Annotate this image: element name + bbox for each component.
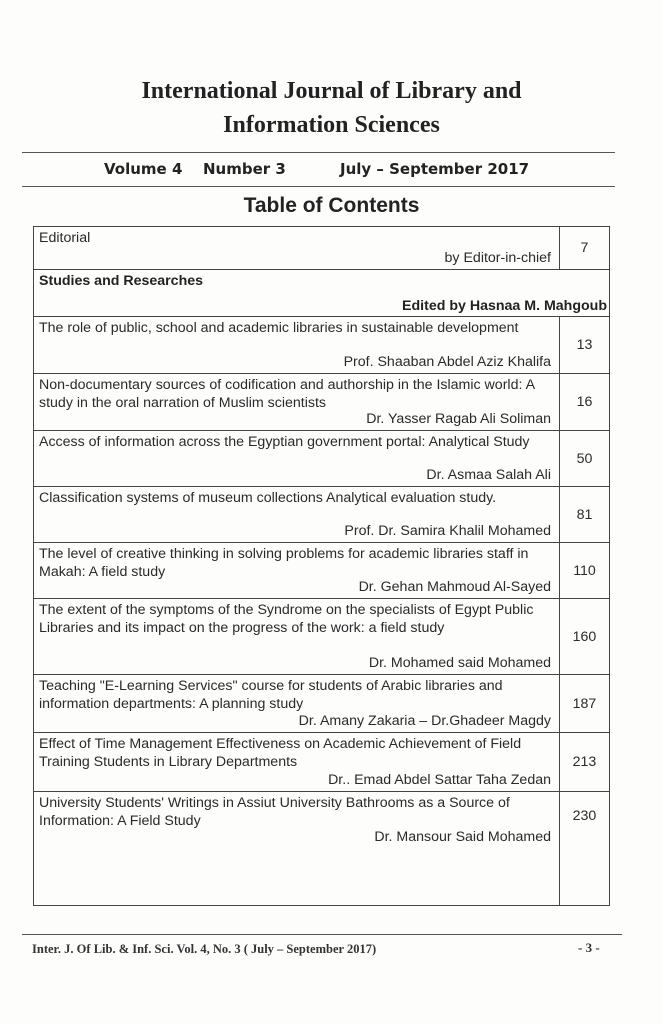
- entry-page: 81: [576, 506, 593, 523]
- period-label: July – September 2017: [340, 160, 530, 178]
- entry-page: 7: [580, 240, 589, 256]
- entry-title: The level of creative thinking in solving problems for academic libraries staff in Makah: A field study: [39, 546, 529, 580]
- toc-row: [34, 317, 609, 374]
- entry-page: 187: [572, 695, 597, 712]
- entry-author: Prof. Shaaban Abdel Aziz Khalifa: [343, 354, 551, 370]
- section-editor: Edited by Hasnaa M. Mahgoub: [402, 298, 607, 314]
- entry-page: 110: [573, 562, 596, 579]
- entry-title: The extent of the symptoms of the Syndrome on the specialists of Egypt Public Libraries and its impact on the progress of the work: a field study: [39, 602, 534, 636]
- entry-title: Editorial: [39, 230, 91, 246]
- volume-label: Volume 4: [104, 160, 183, 178]
- entry-page: 16: [576, 394, 593, 410]
- entry-page: 13: [576, 337, 593, 353]
- toc-row: [34, 733, 609, 792]
- toc-row: [34, 675, 609, 733]
- header-rule-bottom: [22, 186, 615, 187]
- toc-row: [34, 487, 609, 543]
- entry-title: Access of information across the Egyptian government portal: Analytical Study: [39, 434, 530, 450]
- entry-author: Dr.. Emad Abdel Sattar Taha Zedan: [328, 772, 551, 788]
- toc-row: [34, 543, 609, 599]
- toc-row: [34, 792, 609, 905]
- toc-row: [34, 431, 609, 487]
- entry-title: University Students' Writings in Assiut University Bathrooms as a Source of Information: A Field Study: [39, 795, 510, 829]
- section-title: Studies and Researches: [39, 273, 204, 289]
- entry-page: 50: [576, 450, 593, 467]
- entry-author: Dr. Amany Zakaria – Dr.Ghadeer Magdy: [298, 713, 551, 729]
- entry-page: 160: [572, 628, 597, 645]
- journal-title-line2: Information Sciences: [223, 112, 440, 138]
- entry-title: Non-documentary sources of codification and authorship in the Islamic world: A study in the oral narration of Muslim scientists: [39, 377, 535, 411]
- toc-row: [34, 599, 609, 675]
- entry-author: Dr. Asmaa Salah Ali: [426, 467, 551, 483]
- entry-page: 230: [572, 808, 597, 824]
- entry-author: Dr. Yasser Ragab Ali Soliman: [366, 411, 551, 427]
- entry-author: by Editor-in-chief: [444, 250, 551, 266]
- entry-title: Effect of Time Management Effectiveness on Academic Achievement of Field Training Students in Library Departments: [39, 736, 522, 770]
- toc-row-editorial: [34, 227, 609, 270]
- journal-title-line1: International Journal of Library and: [141, 78, 522, 104]
- entry-page: 213: [572, 754, 597, 770]
- header-rule-top: [22, 152, 615, 153]
- entry-title: Classification systems of museum collections Analytical evaluation study.: [39, 490, 497, 506]
- journal-title: [0, 74, 663, 142]
- footer-citation: Inter. J. Of Lib. & Inf. Sci. Vol. 4, No. 3 ( July – September 2017): [32, 942, 377, 956]
- toc-row: [34, 374, 609, 431]
- entry-author: Dr. Gehan Mahmoud Al-Sayed: [358, 579, 551, 595]
- toc-row-section: [34, 270, 609, 317]
- entry-title: The role of public, school and academic libraries in sustainable development: [39, 320, 519, 336]
- entry-title: Teaching "E-Learning Services" course for students of Arabic libraries and information departments: A planning study: [39, 678, 503, 712]
- toc-table: [33, 226, 610, 906]
- number-label: Number 3: [203, 160, 286, 178]
- entry-author: Dr. Mohamed said Mohamed: [368, 655, 551, 671]
- footer-rule: [22, 934, 622, 935]
- footer-page-number: - 3 -: [578, 940, 600, 955]
- entry-author: Dr. Mansour Said Mohamed: [374, 829, 551, 845]
- toc-title: Table of Contents: [243, 194, 420, 217]
- entry-author: Prof. Dr. Samira Khalil Mohamed: [344, 523, 551, 539]
- issue-line: [0, 156, 663, 184]
